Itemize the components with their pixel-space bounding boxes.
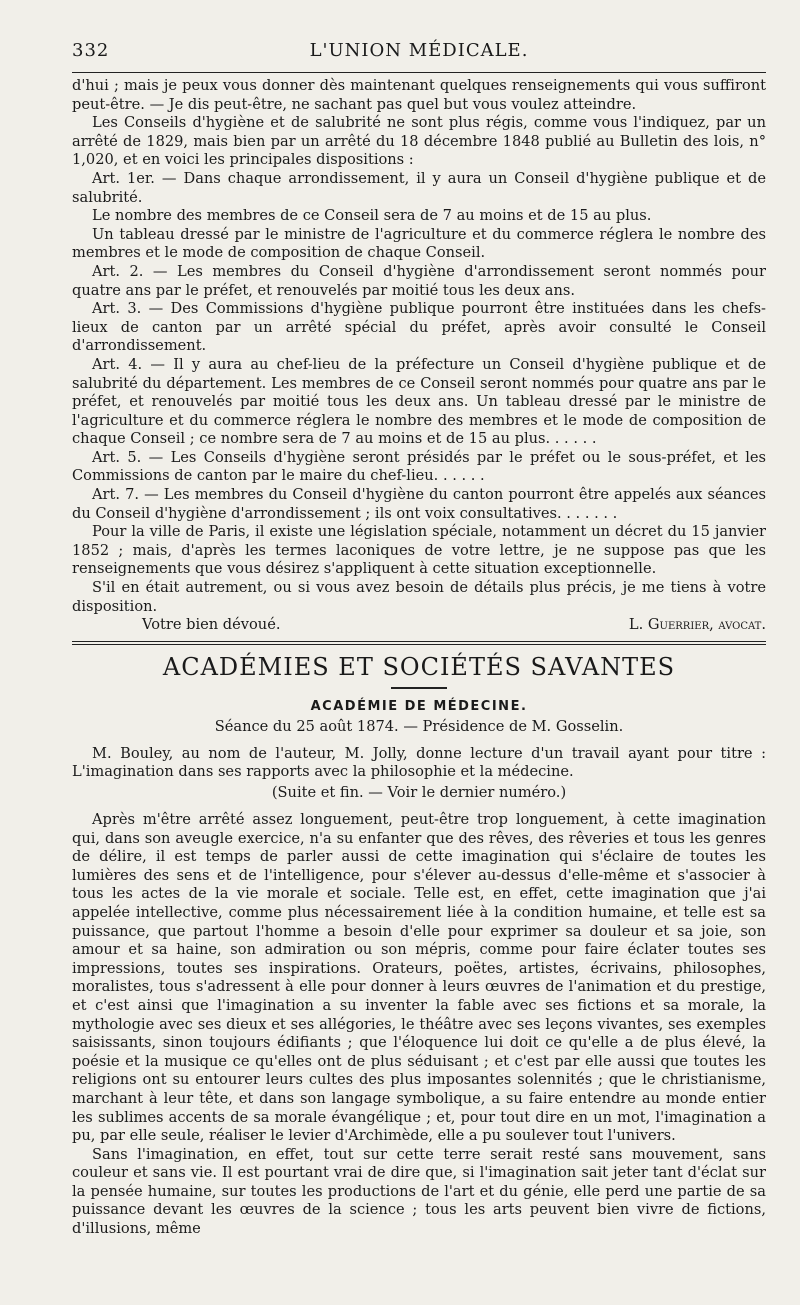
seance-line: Séance du 25 août 1874. — Présidence de M. Gosselin. <box>214 717 624 735</box>
continuation-note: (Suite et fin. — Voir le dernier numéro.) <box>271 784 567 801</box>
article-4: Art. 4. — Il y aura au chef-lieu de la préfecture un Conseil d'hygiène publique et de salubrité du département. Les membres de ce Conseil seront nommés pour quatre ans par le préfet, et renouvelés par moitié tous les deux ans. Un tableau dressé par le ministre de l'agriculture et du commerce réglera le nombre des membres et le mode de composition de chaque Conseil ; ce nombre sera de 7 au moins et de 15 au plus. . . . . . <box>72 355 766 448</box>
article-7: Art. 7. — Les membres du Conseil d'hygiène du canton pourront être appelés aux séances du Conseil d'hygiène d'arrondissement ; ils ont voix consultatives. . . . . . . <box>72 486 766 522</box>
header-rule <box>72 72 766 73</box>
letter-body <box>72 77 766 616</box>
subsection-title: ACADÉMIE DE MÉDECINE. <box>310 698 528 714</box>
letter-paragraph: d'hui ; mais je peux vous donner dès maintenant quelques renseignements qui vous suffiront peut-être. — Je dis peut-être, ne sachant pas quel but vous voulez atteindre. <box>72 77 766 113</box>
letter-signature: L. Guerrier, avocat. <box>628 616 766 634</box>
letter-paragraph: S'il en était autrement, ou si vous avez besoin de détails plus précis, je me tiens à votre disposition. <box>72 579 766 615</box>
article-2: Art. 2. — Les membres du Conseil d'hygiène d'arrondissement seront nommés pour quatre ans par le préfet, et renouvelés par moitié tous les deux ans. <box>72 262 766 299</box>
running-head <box>72 40 766 70</box>
article-1-table: Un tableau dressé par le ministre de l'agriculture et du commerce réglera le nombre des membres et le mode de composition de chaque Conseil. <box>72 225 766 262</box>
article-1-members: Le nombre des membres de ce Conseil sera de 7 au moins et de 15 au plus. <box>92 207 652 225</box>
letter-paragraph: Pour la ville de Paris, il existe une législation spéciale, notamment un décret du 15 janvier 1852 ; mais, d'après les termes laconiques de votre lettre, je ne suppose pas que les renseignements que vous désirez s'appliquent à cette situation exceptionnelle. <box>72 523 766 578</box>
title-rule <box>391 687 447 689</box>
lecture-paragraph: Après m'être arrêté assez longuement, peut-être trop longuement, à cette imagination qui, dans son aveugle exercice, n'a su enfanter que des rêves, des rêveries et tous les genres de délire, il est temps de parler aussi de cette imagination qui s'éclaire de toutes les lumières des sens et de l'intelligence, pour s'élever au-dessus d'elle-même et s'associer à tous les actes de la vie morale et sociale. Telle est, en effet, cette imagination que j'ai appelée intellective, comme plus nécessairement liée à la condition humaine, et telle est sa puissance, que partout l'homme a besoin d'elle pour exprimer sa douleur et sa joie, son amour et sa haine, son admiration ou son mépris, comme pour faire éclater toutes ses impressions, toutes ses inspirations. Orateurs, poëtes, artistes, écrivains, philosophes, moralistes, tous s'adressent à elle pour donner à leurs œuvres de l'animation et du prestige, et c'est ainsi que l'imagination a su inventer la fable avec ses fictions et sa morale, la mythologie avec ses dieux et ses allégories, le théâtre avec ses leçons vivantes, ses exemples saisissants, sinon toujours édifiants ; que l'éloquence lui doit ce qu'elle a de plus élevé, la poésie et la musique ce qu'elles ont de plus séduisant ; et c'est par elle aussi que toutes les religions ont su entourer leurs cultes des plus imposantes solennités ; que le christianisme, marchant à leur tête, et dans son langage symbolique, a su faire entendre au monde entier les sublimes accents de sa morale évangélique ; et, pour tout dire en un mot, l'imagination a pu, par elle seule, réaliser le levier d'Archimède, elle a pu soulever tout l'univers. <box>72 811 766 1145</box>
section-title: ACADÉMIES ET SOCIÉTÉS SAVANTES <box>162 652 676 681</box>
section-divider <box>72 641 766 645</box>
letter-closing: Votre bien dévoué. <box>142 616 281 634</box>
journal-title: L'UNION MÉDICALE. <box>309 40 529 61</box>
letter-paragraph: Les Conseils d'hygiène et de salubrité ne sont plus régis, comme vous l'indiquez, par un arrêté de 1829, mais bien par un arrêté du 18 décembre 1848 publié au Bulletin des lois, n° 1,020, et en voici les principales dispositions : <box>72 114 766 169</box>
article-3: Art. 3. — Des Commissions d'hygiène publique pourront être instituées dans les chefs-lieux de canton par un arrêté spécial du préfet, après avoir consulté le Conseil d'arrondissement. <box>72 300 766 355</box>
lecture-intro: M. Bouley, au nom de l'auteur, M. Jolly, donne lecture d'un travail ayant pour titre : L'imagination dans ses rapports avec la philosophie et la médecine. <box>72 744 766 781</box>
academy-body <box>72 745 766 782</box>
article-5: Art. 5. — Les Conseils d'hygiène seront présidés par le préfet ou le sous-préfet, et les Commissions de canton par le maire du chef-lieu. . . . . . <box>72 448 766 485</box>
article-1: Art. 1er. — Dans chaque arrondissement, il y aura un Conseil d'hygiène publique et de salubrité. <box>72 169 766 206</box>
lecture-text <box>72 811 766 1239</box>
page-number: 332 <box>72 40 110 61</box>
lecture-paragraph: Sans l'imagination, en effet, tout sur cette terre serait resté sans mouvement, sans couleur et sans vie. Il est pourtant vrai de dire que, si l'imagination sait jeter tant d'éclat sur la pensée humaine, sur toutes les productions de l'art et du génie, elle perd une partie de sa puissance devant les œuvres de la science ; tous les arts peuvent bien vivre de fictions, d'illusions, même <box>72 1145 766 1238</box>
letter-signature-line <box>72 616 766 635</box>
